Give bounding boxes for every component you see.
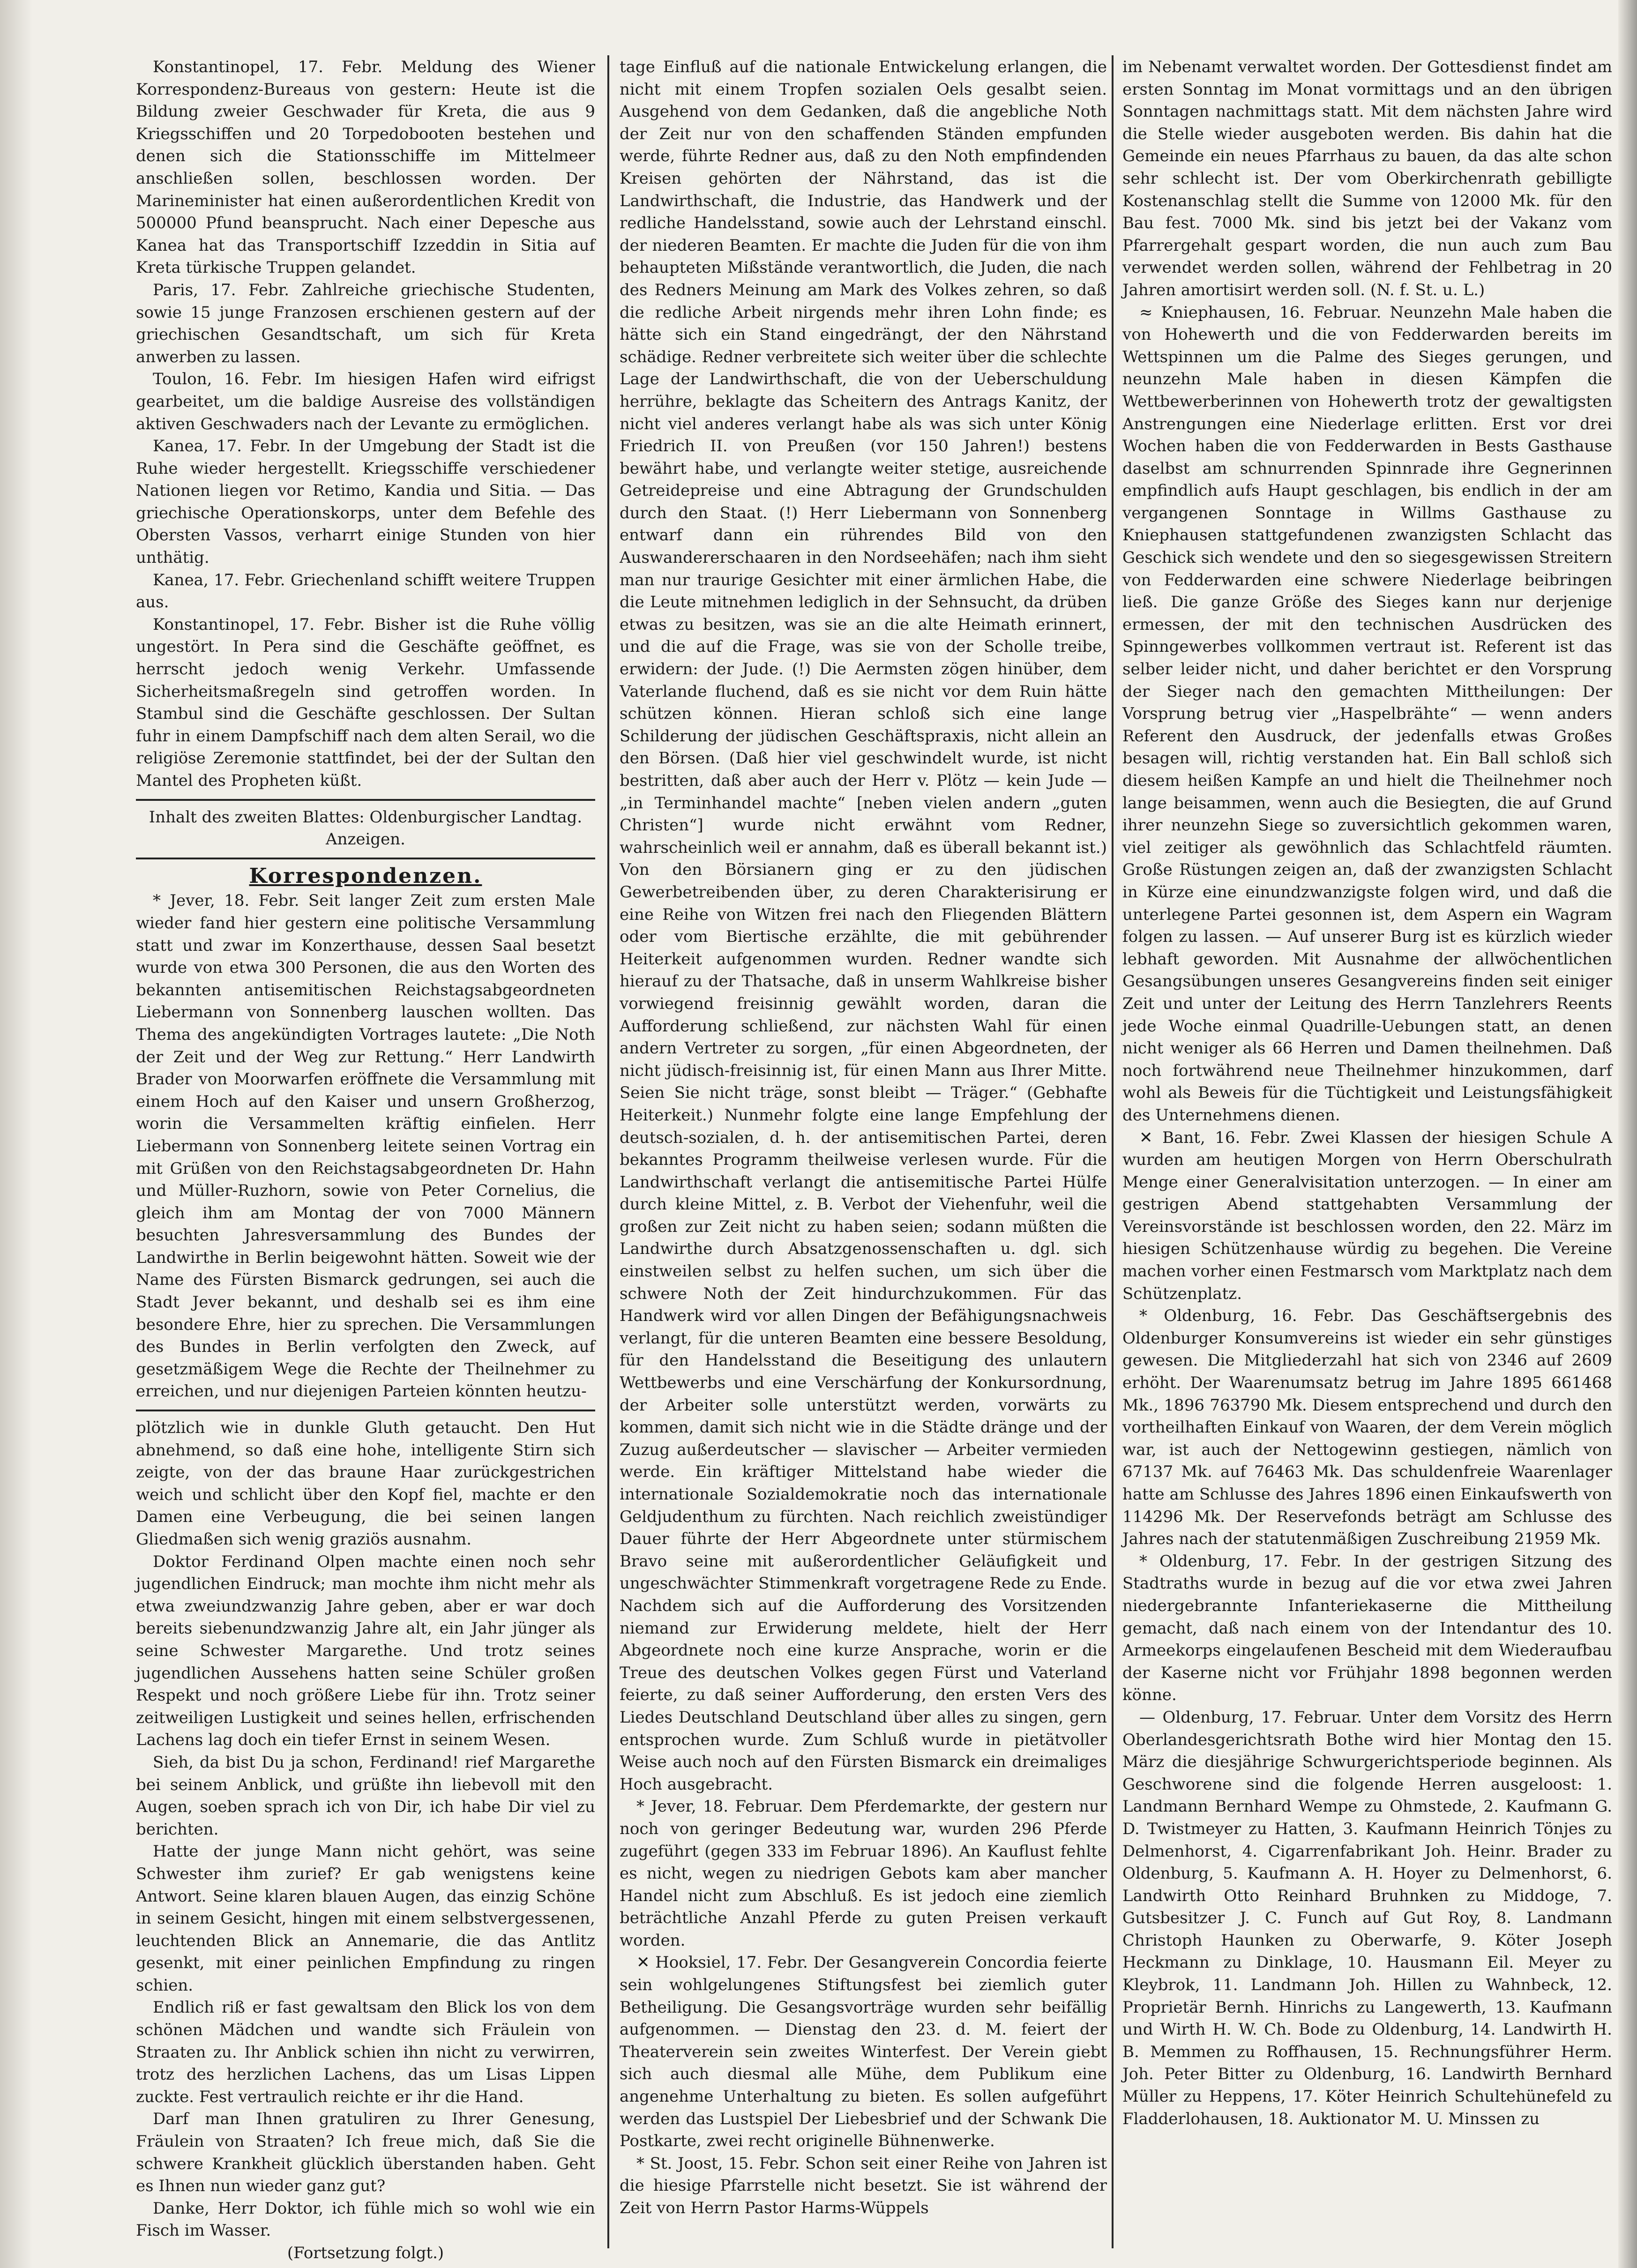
article-st-joost: * St. Joost, 15. Febr. Schon seit einer Reihe von Jahren ist die hiesige Pfarrstelle nicht besetzt. Sie ist während der Zeit von Herrn Pastor Harms-Wüppels	[620, 2154, 1107, 2217]
column-2	[620, 56, 1107, 2249]
article-jever-horse-market: * Jever, 18. Februar. Dem Pferdemarkte, der gestern nur noch von geringer Bedeutung war, wurden 296 Pferde zugeführt (gegen 333 im Februar 1896). An Kauflust fehlte es nicht, wegen zu niedrigen Gebots kam aber mancher Handel nicht zum Abschluß. Es ist jedoch eine ziemlich beträchtliche Anzahl Pferde zu guten Preisen verkauft worden.	[620, 1797, 1107, 1950]
article-konstantinopel-1: Konstantinopel, 17. Febr. Meldung des Wiener Korrespondenz-Bureaus von gestern: Heute ist die Bildung zweier Geschwader für Kreta, die aus 9 Kriegsschiffen und 20 Torpedobooten bestehen und denen sich die Stationsschiffe im Mittelmeer anschließen sollen, beschlossen worden. Der Marineminister hat einen außerordentlichen Kredit von 500000 Pfund beansprucht. Nach einer Depesche aus Kanea hat das Transportschiff Izzeddin in Sitia auf Kreta türkische Truppen gelandet.	[136, 58, 595, 277]
article-konstantinopel-2: Konstantinopel, 17. Febr. Bisher ist die Ruhe völlig ungestört. In Pera sind die Geschäfte geöffnet, es herrscht jedoch wenig Verkehr. Umfassende Sicherheitsmaßregeln sind getroffen worden. In Stambul sind die Geschäfte geschlossen. Der Sultan fuhr in einem Dampfschiff nach dem alten Serail, wo die religiöse Zeremonie stattfindet, bei der der Sultan den Mantel des Propheten küßt.	[136, 615, 595, 790]
feuilleton-paragraph: Doktor Ferdinand Olpen machte einen noch sehr jugendlichen Eindruck; man mochte ihm nicht mehr als etwa zweiundzwanzig Jahre geben, aber er war doch bereits siebenundzwanzig Jahre alt, ein Jahr jünger als seine Schwester Margarethe. Und trotz seines jugendlichen Aussehens hatten seine Schüler großen Respekt und noch größere Liebe für ihn. Trotz seiner zeitweiligen Lustigkeit und seines hellen, erfrischenden Lachens lag doch ein tiefer Ernst in seinem Wesen.	[136, 1552, 595, 1750]
page-gutter-shadow	[0, 0, 33, 2268]
article-kanea-2: Kanea, 17. Febr. Griechenland schifft weitere Truppen aus.	[136, 570, 595, 612]
article-kanea-1: Kanea, 17. Febr. In der Umgebung der Stadt ist die Ruhe wieder hergestellt. Kriegsschiffe verschiedener Nationen liegen vor Retimo, Kandia und Sitia. — Das griechische Operationskorps, unter dem Befehle des Obersten Vassos, verharrt einige Stunden von hier unthätig.	[136, 437, 595, 567]
article-bant: ✕ Bant, 16. Febr. Zwei Klassen der hiesigen Schule A wurden am heutigen Morgen von Herrn Oberschulrath Menge einer Generalvisitation unterzogen. — In einer am gestrigen Abend stattgehabten Versammlung der Vereinsvorstände ist beschlossen worden, den 22. März im hiesigen Schützenhause würdig zu begehen. Die Vereine machen vorher einen Festmarsch vom Marktplatz nach dem Schützenplatz.	[1122, 1128, 1612, 1303]
section-rule	[136, 799, 595, 801]
column-divider-right	[1112, 55, 1114, 2248]
feuilleton-paragraph: Danke, Herr Doktor, ich fühle mich so wohl wie ein Fisch im Wasser.	[136, 2199, 595, 2240]
feuilleton-paragraph: Sieh, da bist Du ja schon, Ferdinand! rief Margarethe bei seinem Anblick, und grüßte ihn liebevoll mit den Augen, soeben sprach ich von Dir, ich habe Dir viel zu berichten.	[136, 1753, 595, 1839]
feuilleton-paragraph: Hatte der junge Mann nicht gehört, was seine Schwester ihm zurief? Er gab wenigstens keine Antwort. Seine klaren blauen Augen, das einzig Schöne in seinem Gesicht, hingen mit einem selbstvergessenen, leuchtenden Blick an Annemarie, die das Antlitz gesenkt, mit einer peinlichen Empfindung zu ringen schien.	[136, 1842, 595, 1995]
column-3	[1122, 56, 1612, 2249]
continuation-note: (Fortsetzung folgt.)	[287, 2244, 444, 2262]
article-oldenburg-schwurgericht: — Oldenburg, 17. Februar. Unter dem Vorsitz des Herrn Oberlandesgerichtsrath Bothe wird hier Montag den 15. März die diesjährige Schwurgerichtsperiode beginnen. Als Geschworene sind die folgende Herren ausgeloost: 1. Landmann Bernhard Wempe zu Ohmstede, 2. Kaufmann G. D. Twistmeyer zu Hatten, 3. Kaufmann Heinrich Tönjes zu Delmenhorst, 4. Cigarrenfabrikant Joh. Heinr. Brader zu Oldenburg, 5. Kaufmann A. H. Hoyer zu Delmenhorst, 6. Landwirth Otto Reinhard Bruhnken zu Middoge, 7. Gutsbesitzer J. C. Funch auf Gut Roy, 8. Landmann Christoph Haunken zu Oberwarfe, 9. Köter Joseph Heckmann zu Dinklage, 10. Hausmann Eil. Meyer zu Kleybrok, 11. Landmann Joh. Hillen zu Wahnbeck, 12. Proprietär Bernh. Hinrichs zu Langewerth, 13. Kaufmann und Wirth H. W. Ch. Bode zu Oldenburg, 14. Landwirth H. B. Memmen zu Roffhausen, 15. Rechnungsführer Herm. Joh. Peter Bitter zu Oldenburg, 16. Landwirth Bernhard Müller zu Heppens, 17. Köter Heinrich Schultehünefeld zu Fladderlohausen, 18. Auktionator M. U. Minssen zu	[1122, 1708, 1612, 2128]
article-toulon: Toulon, 16. Febr. Im hiesigen Hafen wird eifrigst gearbeitet, um die baldige Ausreise des vollständigen aktiven Geschwaders nach der Levante zu ermöglichen.	[136, 370, 595, 433]
feuilleton-rule	[136, 1410, 595, 1411]
scan-edge-shadow	[1618, 0, 1637, 2268]
article-oldenburg-stadtrath: * Oldenburg, 17. Febr. In der gestrigen Sitzung des Stadtraths wurde in bezug auf die vor etwa zwei Jahren niedergebrannte Infanteriekaserne die Mittheilung gemacht, daß nach einem von der Intendantur des 10. Armeekorps eingelaufenen Bescheid mit dem Wiederaufbau der Kaserne nicht vor Frühjahr 1898 begonnen werden könne.	[1122, 1552, 1612, 1705]
feuilleton-paragraph: Endlich riß er fast gewaltsam den Blick los von dem schönen Mädchen und wandte sich Fräulein von Straaten zu. Ihr Anblick schien ihn nicht zu verwirren, trotz des herzlichen Lachens, das um Lisas Lippen zuckte. Fest vertraulich reichte er ihr die Hand.	[136, 1998, 595, 2106]
article-hooksiel: ✕ Hooksiel, 17. Febr. Der Gesangverein Concordia feierte sein wohlgelungenes Stiftungsfest bei ziemlich guter Betheiligung. Die Gesangsvorträge wurden sehr beifällig aufgenommen. — Dienstag den 23. d. M. feiert der Theaterverein sein zweites Winterfest. Der Verein giebt sich auch diesmal alle Mühe, dem Publikum eine angenehme Unterhaltung zu bieten. Es sollen aufgeführt werden das Lustspiel Der Liebesbrief und der Schwank Die Postkarte, zwei recht originelle Bühnenwerke.	[620, 1953, 1107, 2151]
article-jever-meeting-continued: tage Einfluß auf die nationale Entwickelung erlangen, die nicht mit einem Tropfen sozialen Oels gesalbt seien. Ausgehend von dem Gedanken, daß die angebliche Noth der Zeit nur von den schaffenden Ständen empfunden werde, führte Redner aus, daß zu den Noth empfindenden Kreisen gehörten der Nährstand, das ist die Landwirthschaft, die Industrie, das Handwerk und der redliche Handelsstand, sowie auch der Lehrstand einschl. der niederen Beamten. Er machte die Juden für die von ihm behaupteten Mißstände verantwortlich, die Juden, die nach des Redners Meinung am Mark des Volkes zehren, so daß die redliche Arbeit nirgends mehr ihren Lohn finde; es hätte sich ein Stand eingedrängt, der den Nährstand schädige. Redner verbreitete sich weiter über die schlechte Lage der Landwirthschaft, die von der Ueberschuldung herrühre, beklagte das Scheitern des Antrags Kanitz, der nicht viel anderes verlangt habe als was sich unter König Friedrich II. von Preußen (vor 150 Jahren!) bestens bewährt habe, und verlangte weiter stetige, ausreichende Getreidepreise und eine Abtragung der Grundschulden durch den Staat. (!) Herr Liebermann von Sonnenberg entwarf dann ein rührendes Bild von den Auswandererschaaren in den Nordseehäfen; nach ihm sieht man nur traurige Gesichter mit einer ärmlichen Habe, die die Leute mitnehmen lediglich in der Sehnsucht, da drüben etwas zu besitzen, was sie an die alte Heimath erinnert, und die auf die Frage, was sie von der Scholle treibe, erwidern: der Jude. (!) Die Aermsten zögen hinüber, dem Vaterlande fluchend, daß es sie nicht vor dem Ruin hätte schützen können. Hieran schloß sich eine lange Schilderung der jüdischen Geschäftspraxis, nicht allein an den Börsen. (Daß hier viel geschwindelt wurde, ist nicht bestritten, daß aber auch der Herr v. Plötz — kein Jude — „in Terminhandel machte“ [neben vielen andern „guten Christen“] wurde nicht erwähnt vom Redner, wahrscheinlich weil er annahm, daß es überall bekannt ist.) Von den Börsianern ging er zu den jüdischen Gewerbetreibenden über, zu deren Charakterisirung er eine Reihe von Witzen frei nach den Fliegenden Blättern oder vom Biertische erzählte, die mit gebührender Heiterkeit aufgenommen wurden. Redner wandte sich hierauf zu der Thatsache, daß in unserm Wahlkreise bisher vorwiegend freisinnig gewählt worden, daran die Aufforderung schließend, zur nächsten Wahl für einen andern Vertreter zu sorgen, „für einen Abgeordneten, der nicht jüdisch-freisinnig ist, für einen Mann aus Ihrer Mitte. Seien Sie nicht träge, sonst bleibt — Träger.“ (Gebhafte Heiterkeit.) Nunmehr folgte eine lange Empfehlung der deutsch-sozialen, d. h. der antisemitischen Partei, deren bekanntes Programm theilweise verlesen wurde. Für die Landwirthschaft verlangt die antisemitische Partei Hülfe durch kleine Mittel, z. B. Verbot der Viehenfuhr, weil die großen zur Zeit nicht zu haben seien; sodann müßten die Landwirthe durch Absatzgenossenschaften u. dgl. sich einstweilen selbst zu helfen suchen, um sich über die schwere Noth der Zeit hindurchzukommen. Für das Handwerk wird vor allen Dingen der Befähigungsnachweis verlangt, für die unteren Beamten eine bessere Besoldung, für den Handelsstand die Beseitigung des unlautern Wettbewerbs und eine Verschärfung der Konkursordnung, der Arbeiter solle unterstützt werden, vorwärts zu kommen, damit sich nicht wie in die Städte dränge und der Zuzug außerdeutscher — slavischer — Arbeiter vermieden werde. Ein kräftiger Mittelstand habe wieder die internationale Sozialdemokratie noch das internationale Geldjudenthum zu fürchten. Nach reichlich zweistündiger Dauer führte der Herr Abgeordnete unter stürmischem Bravo seine mit außerordentlicher Geläufigkeit und ungeschwächter Stimmenkraft vorgetragene Rede zu Ende. Nachdem sich auf die Aufforderung des Vorsitzenden niemand zur Erwiderung meldete, hielt der Herr Abgeordnete noch eine kurze Ansprache, worin er die Treue des deutschen Volkes gegen Fürst und Vaterland feierte, zu daß seiner Aufforderung, den ersten Vers des Liedes Deutschland Deutschland über alles zu singen, gern entsprochen wurde. Zum Schluß wurde in pietätvoller Weise auch noch auf den Fürsten Bismarck ein dreimaliges Hoch ausgebracht.	[620, 58, 1107, 1794]
section-rule	[136, 858, 595, 859]
article-st-joost-continued: im Nebenamt verwaltet worden. Der Gottesdienst findet am ersten Sonntag im Monat vormittags und an den übrigen Sonntagen nachmittags statt. Mit dem nächsten Jahre wird die Stelle wieder ausgeboten werden. Bis dahin hat die Gemeinde ein neues Pfarrhaus zu bauen, da das alte schon sehr schlecht ist. Der vom Oberkirchenrath gebilligte Kostenanschlag stellt die Summe von 12000 Mk. für den Bau fest. 7000 Mk. sind bis jetzt bei der Vakanz vom Pfarrergehalt gespart worden, die nun auch zum Bau verwendet werden sollen, während der Fehlbetrag in 20 Jahren amortisirt werden soll. (N. f. St. u. L.)	[1122, 58, 1612, 299]
article-oldenburg-konsumverein: * Oldenburg, 16. Febr. Das Geschäftsergebnis des Oldenburger Konsumvereins ist wieder ein sehr günstiges gewesen. Die Mitgliederzahl hat sich von 2346 auf 2609 erhöht. Der Waarenumsatz betrug im Jahre 1895 661468 Mk., 1896 763790 Mk. Diesem entsprechend und durch den vortheilhaften Einkauf von Waaren, der dem Verein möglich war, ist auch der Nettogewinn gestiegen, nämlich von 67137 Mk. auf 76463 Mk. Das schuldenfreie Waarenlager hatte am Schlusse des Jahres 1896 einen Einkaufswerth von 114296 Mk. Der Reservefonds beträgt am Schlusse des Jahres nach der statutenmäßigen Zuschreibung 21959 Mk.	[1122, 1306, 1612, 1549]
feuilleton-paragraph: plötzlich wie in dunkle Gluth getaucht. Den Hut abnehmend, so daß eine hohe, intelligente Stirn sich zeigte, von der das braune Haar zurückgestrichen weich und schlicht über den Kopf fiel, machte er den Damen eine Verbeugung, die bei seinen langen Gliedmaßen sich wenig graziös ausnahm.	[136, 1418, 595, 1549]
article-jever-meeting: * Jever, 18. Febr. Seit langer Zeit zum ersten Male wieder fand hier gestern eine politische Versammlung statt und zwar im Konzerthause, dessen Saal besetzt wurde von etwa 300 Personen, die aus den Worten des bekannten antisemitischen Reichstagsabgeordneten Liebermann von Sonnenberg lauschen wollten. Das Thema des angekündigten Vortrages lautete: „Die Noth der Zeit und der Weg zur Rettung.“ Herr Landwirth Brader von Moorwarfen eröffnete die Versammlung mit einem Hoch auf den Kaiser und unsern Großherzog, worin die Versammelten kräftig einfielen. Herr Liebermann von Sonnenberg leitete seinen Vortrag ein mit Grüßen von den Reichstagsabgeordneten Dr. Hahn und Müller-Ruzhorn, sowie von Peter Cornelius, die gleich ihm am Montag der von 7000 Männern besuchten Jahresversammlung des Bundes der Landwirthe in Berlin beigewohnt hätten. Soweit wie der Name des Fürsten Bismarck gedrungen, sei auch die Stadt Jever bekannt, und deshalb sei es ihm eine besondere Ehre, hier zu sprechen. Die Versammlungen des Bundes in Berlin verfolgten den Zweck, auf gesetzmäßigem Wege die Rechte der Theilnehmer zu erreichen, und nur diejenigen Parteien könnten heutzu-	[136, 891, 595, 1401]
feuilleton-paragraph: Darf man Ihnen gratuliren zu Ihrer Genesung, Fräulein von Straaten? Ich freue mich, daß Sie die schwere Krankheit glücklich überstanden haben. Geht es Ihnen nun wieder ganz gut?	[136, 2110, 595, 2196]
column-1	[136, 56, 595, 2262]
contents-note: Inhalt des zweiten Blattes: Oldenburgischer Landtag. Anzeigen.	[149, 807, 583, 849]
article-kniephausen: ≈ Kniephausen, 16. Februar. Neunzehn Male haben die von Hohewerth und die von Fedderwarden bereits im Wettspinnen um die Palme des Sieges gerungen, und neunzehn Male haben in diesen Kämpfen die Wettbewerberinnen von Hohewerth trotz der gewaltigsten Anstrengungen eine Niederlage erlitten. Erst vor drei Wochen haben die von Fedderwarden in Bests Gasthause daselbst am schnurrenden Spinnrade ihre Gegnerinnen empfindlich aufs Haupt geschlagen, bis endlich in der am vergangenen Sonntage in Willms Gasthause zu Kniephausen stattgefundenen zwanzigsten Schlacht das Geschick sich wendete und den so siegesgewissen Streitern von Fedderwarden eine schwere Niederlage beibringen ließ. Die ganze Größe des Sieges kann nur derjenige ermessen, der mit den technischen Ausdrücken des Spinngewerbes vollkommen vertraut ist. Referent ist das selber leider nicht, und daher berichtet er den Vorsprung der Sieger nach den gemachten Mittheilungen: Der Vorsprung betrug vier „Haspelbrähte“ — wenn anders Referent den Ausdruck, der jedenfalls etwas Großes besagen will, richtig verstanden hat. Ein Ball schloß sich diesem heißen Kampfe an und hielt die Theilnehmer noch lange beisammen, wenn auch die Besiegten, die auf Grund ihrer neunzehn Siege so zuversichtlich gekommen waren, viel zeitiger als gewöhnlich das Schlachtfeld räumten. Große Rüstungen zeigen an, daß der zwanzigsten Schlacht in Kürze eine einundzwanzigste folgen wird, und daß die unterlegene Partei gesonnen ist, dem Aspern ein Wagram folgen zu lassen. — Auf unserer Burg ist es kürzlich wieder lebhaft geworden. Mit Ausnahme der allwöchentlichen Gesangsübungen unseres Gesangvereins finden seit einiger Zeit und unter der Leitung des Herrn Tanzlehrers Reents jede Woche einmal Quadrille-Uebungen statt, an denen nicht weniger als 66 Herren und Damen theilnehmen. Daß noch fortwährend neue Theilnehmer hinzukommen, darf wohl als Beweis für die Tüchtigkeit und Leistungsfähigkeit des Unternehmens dienen.	[1122, 303, 1612, 1125]
section-heading: Korrespondenzen.	[249, 864, 482, 888]
article-paris: Paris, 17. Febr. Zahlreiche griechische Studenten, sowie 15 junge Franzosen erschienen gestern auf der griechischen Gesandtschaft, um sich für Kreta anwerben zu lassen.	[136, 280, 595, 366]
column-divider-left	[607, 55, 609, 2248]
